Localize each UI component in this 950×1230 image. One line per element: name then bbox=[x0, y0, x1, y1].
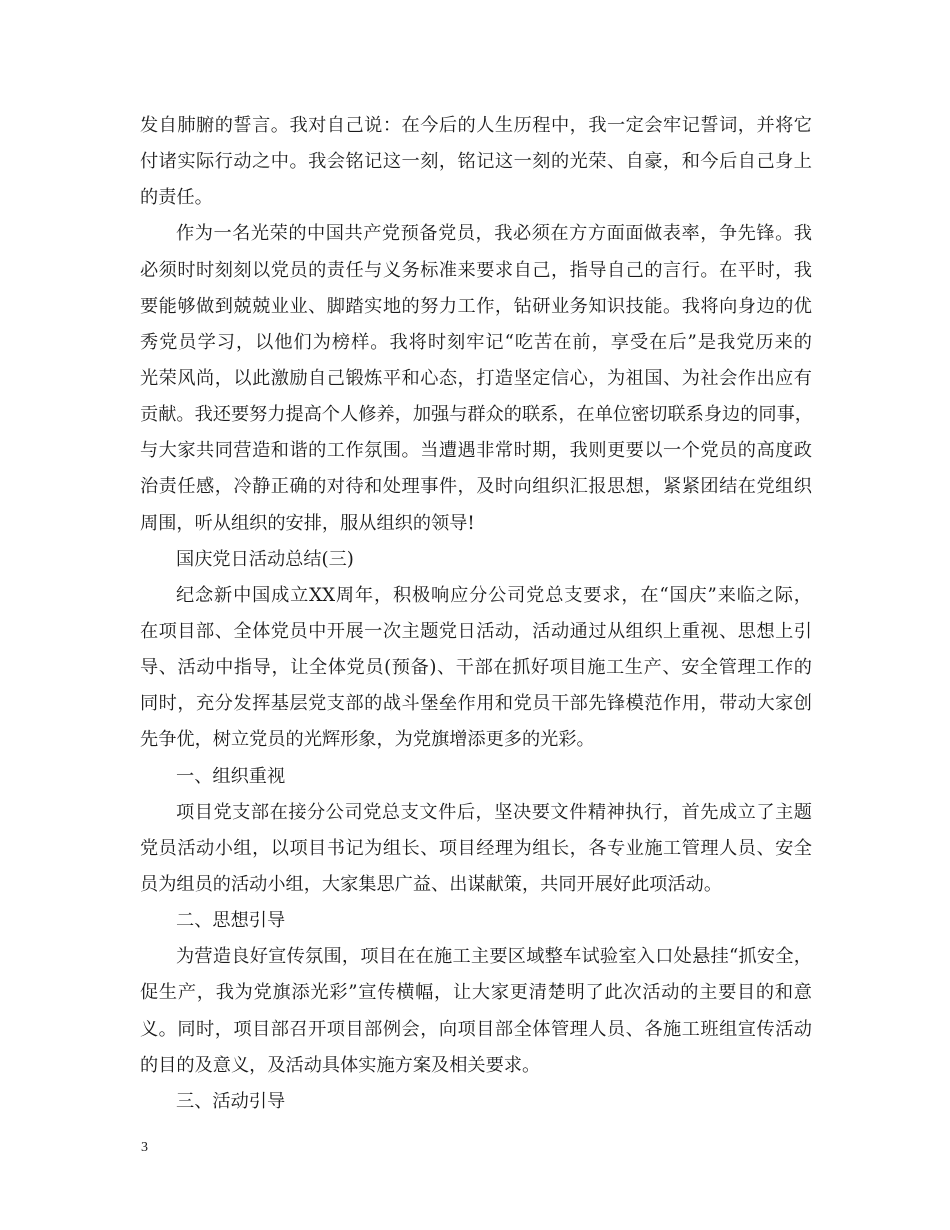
text-line: 秀党员学习，以他们为榜样。我将时刻牢记“吃苦在前，享受在后”是我党历来的 bbox=[140, 331, 812, 353]
page-number: 3 bbox=[141, 1140, 148, 1155]
text-line: 先争优，树立党员的光辉形象，为党旗增添更多的光彩。 bbox=[140, 729, 595, 751]
text-line: 员为组员的活动小组，大家集思广益、出谋献策，共同开展好此项活动。 bbox=[140, 873, 723, 895]
text-line: 二、思想引导 bbox=[176, 910, 286, 932]
text-line: 周围，听从组织的安排，服从组织的领导! bbox=[140, 512, 475, 534]
text-line: 在项目部、全体党员中开展一次主题党日活动，活动通过从组织上重视、思想上引 bbox=[140, 620, 812, 642]
paragraph bbox=[140, 795, 812, 903]
text-line: 一、组织重视 bbox=[176, 765, 286, 787]
text-line: 同时，充分发挥基层党支部的战斗堡垒作用和党员干部先锋模范作用，带动大家创 bbox=[140, 693, 812, 715]
text-line: 发自肺腑的誓言。我对自己说：在今后的人生历程中，我一定会牢记誓词，并将它 bbox=[140, 115, 812, 136]
paragraph bbox=[140, 939, 812, 1084]
text-line: 项目党支部在接分公司党总支文件后，坚决要文件精神执行，首先成立了主题 bbox=[176, 801, 812, 823]
paragraph bbox=[140, 108, 812, 216]
text-line: 与大家共同营造和谐的工作氛围。当遭遇非常时期，我则更要以一个党员的高度政 bbox=[140, 440, 812, 462]
text-line: 治责任感，冷静正确的对待和处理事件，及时向组织汇报思想，紧紧团结在党组织 bbox=[140, 476, 812, 498]
paragraph bbox=[140, 216, 812, 541]
text-line: 付诸实际行动之中。我会铭记这一刻，铭记这一刻的光荣、自豪，和今后自己身上 bbox=[140, 151, 812, 173]
document-body bbox=[140, 108, 812, 1120]
text-line: 的责任。 bbox=[140, 187, 213, 209]
text-line: 要能够做到兢兢业业、脚踏实地的努力工作，钻研业务知识技能。我将向身边的优 bbox=[140, 295, 812, 317]
subheading bbox=[140, 903, 812, 939]
text-line: 国庆党日活动总结(三) bbox=[176, 548, 354, 570]
text-line: 促生产，我为党旗添光彩”宣传横幅，让大家更清楚明了此次活动的主要目的和意 bbox=[140, 982, 812, 1004]
paragraph bbox=[140, 578, 812, 759]
text-line: 光荣风尚，以此激励自己锻炼平和心态，打造坚定信心，为祖国、为社会作出应有 bbox=[140, 367, 812, 389]
text-line: 为营造良好宣传氛围，项目在在施工主要区域整车试验室入口处悬挂“抓安全， bbox=[176, 946, 812, 968]
text-line: 贡献。我还要努力提高个人修养，加强与群众的联系，在单位密切联系身边的同事， bbox=[140, 404, 813, 426]
text-line: 三、活动引导 bbox=[176, 1090, 286, 1112]
section-title bbox=[140, 542, 812, 578]
text-line: 必须时时刻刻以党员的责任与义务标准来要求自己，指导自己的言行。在平时，我 bbox=[140, 259, 812, 281]
subheading bbox=[140, 759, 812, 795]
text-line: 导、活动中指导，让全体党员(预备)、干部在抓好项目施工生产、安全管理工作的 bbox=[140, 657, 812, 679]
text-line: 纪念新中国成立XX周年，积极响应分公司党总支要求，在“国庆”来临之际， bbox=[176, 584, 812, 606]
text-line: 的目的及意义，及活动具体实施方案及相关要求。 bbox=[140, 1054, 541, 1076]
text-line: 义。同时，项目部召开项目部例会，向项目部全体管理人员、各施工班组宣传活动 bbox=[140, 1018, 812, 1040]
subheading bbox=[140, 1084, 812, 1120]
text-line: 党员活动小组，以项目书记为组长、项目经理为组长，各专业施工管理人员、安全 bbox=[140, 837, 812, 859]
text-line: 作为一名光荣的中国共产党预备党员，我必须在方方面面做表率，争先锋。我 bbox=[176, 223, 812, 245]
